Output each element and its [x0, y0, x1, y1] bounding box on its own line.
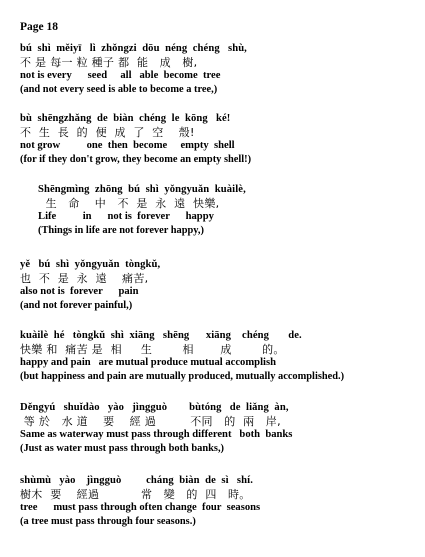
chinese-line: 等 於 水 道 要 經 過 不同 的 兩 岸,: [20, 414, 281, 428]
stanza-1: [20, 42, 420, 96]
stanza-4: [20, 258, 420, 312]
pinyin-line: bú shì měiyī lì zhǒngzi dōu néng chéng shù,: [20, 43, 247, 54]
pinyin-line: kuàilè hé tòngkǔ shì xiāng shēng xiāng chéng de.: [20, 330, 302, 341]
translation-line: (and not forever painful,): [20, 299, 133, 311]
translation-line: (and not every seed is able to become a tree,): [20, 83, 218, 95]
chinese-line: 樹木 要 經過 常 變 的 四 時。: [20, 487, 251, 501]
chinese-line: 生 命 中 不 是 永 遠 快樂,: [38, 196, 220, 210]
translation-line: (a tree must pass through four seasons.): [20, 515, 196, 527]
gloss-line: not is every seed all able become tree: [20, 70, 221, 82]
translation-line: (Just as water must pass through both banks,): [20, 442, 225, 454]
chinese-line: 不 是 每一 粒 種子 都 能 成 樹,: [20, 55, 198, 69]
gloss-line: not grow one then become empty shell: [20, 140, 235, 152]
gloss-line: happy and pain are mutual produce mutual accomplish: [20, 357, 276, 369]
stanza-7: [20, 474, 420, 528]
stanza-5: [20, 329, 420, 383]
chinese-line: 不 生 長 的 便 成 了 空 殼!: [20, 125, 195, 139]
pinyin-line: Shēngmìng zhōng bú shì yǒngyuǎn kuàilè,: [38, 184, 246, 195]
chinese-line: 快樂 和 痛苦 是 相 生 相 成 的。: [20, 342, 285, 356]
stanza-2: [20, 112, 420, 166]
gloss-line: Same as waterway must pass through different both banks: [20, 429, 293, 441]
pinyin-line: shùmù yào jìngguò cháng biàn de sì shí.: [20, 475, 253, 486]
gloss-line: Life in not is forever happy: [38, 211, 214, 223]
gloss-line: tree must pass through often change four seasons: [20, 502, 261, 514]
gloss-line: also not is forever pain: [20, 286, 139, 298]
pinyin-line: Děngyú shuǐdào yào jìngguò bùtóng de liǎng àn,: [20, 402, 289, 413]
page-number: Page 18: [20, 21, 59, 33]
translation-line: (for if they don't grow, they become an empty shell!): [20, 153, 252, 165]
pinyin-line: yě bú shì yǒngyuǎn tòngkǔ,: [20, 259, 161, 270]
chinese-line: 也 不 是 永 遠 痛苦,: [20, 271, 149, 285]
stanza-6: [20, 401, 420, 455]
translation-line: (but happiness and pain are mutually produced, mutually accomplished.): [20, 370, 345, 382]
translation-line: (Things in life are not forever happy,): [38, 224, 204, 236]
pinyin-line: bù shēngzhǎng de biàn chéng le kōng ké!: [20, 113, 231, 124]
stanza-3: [38, 183, 418, 237]
